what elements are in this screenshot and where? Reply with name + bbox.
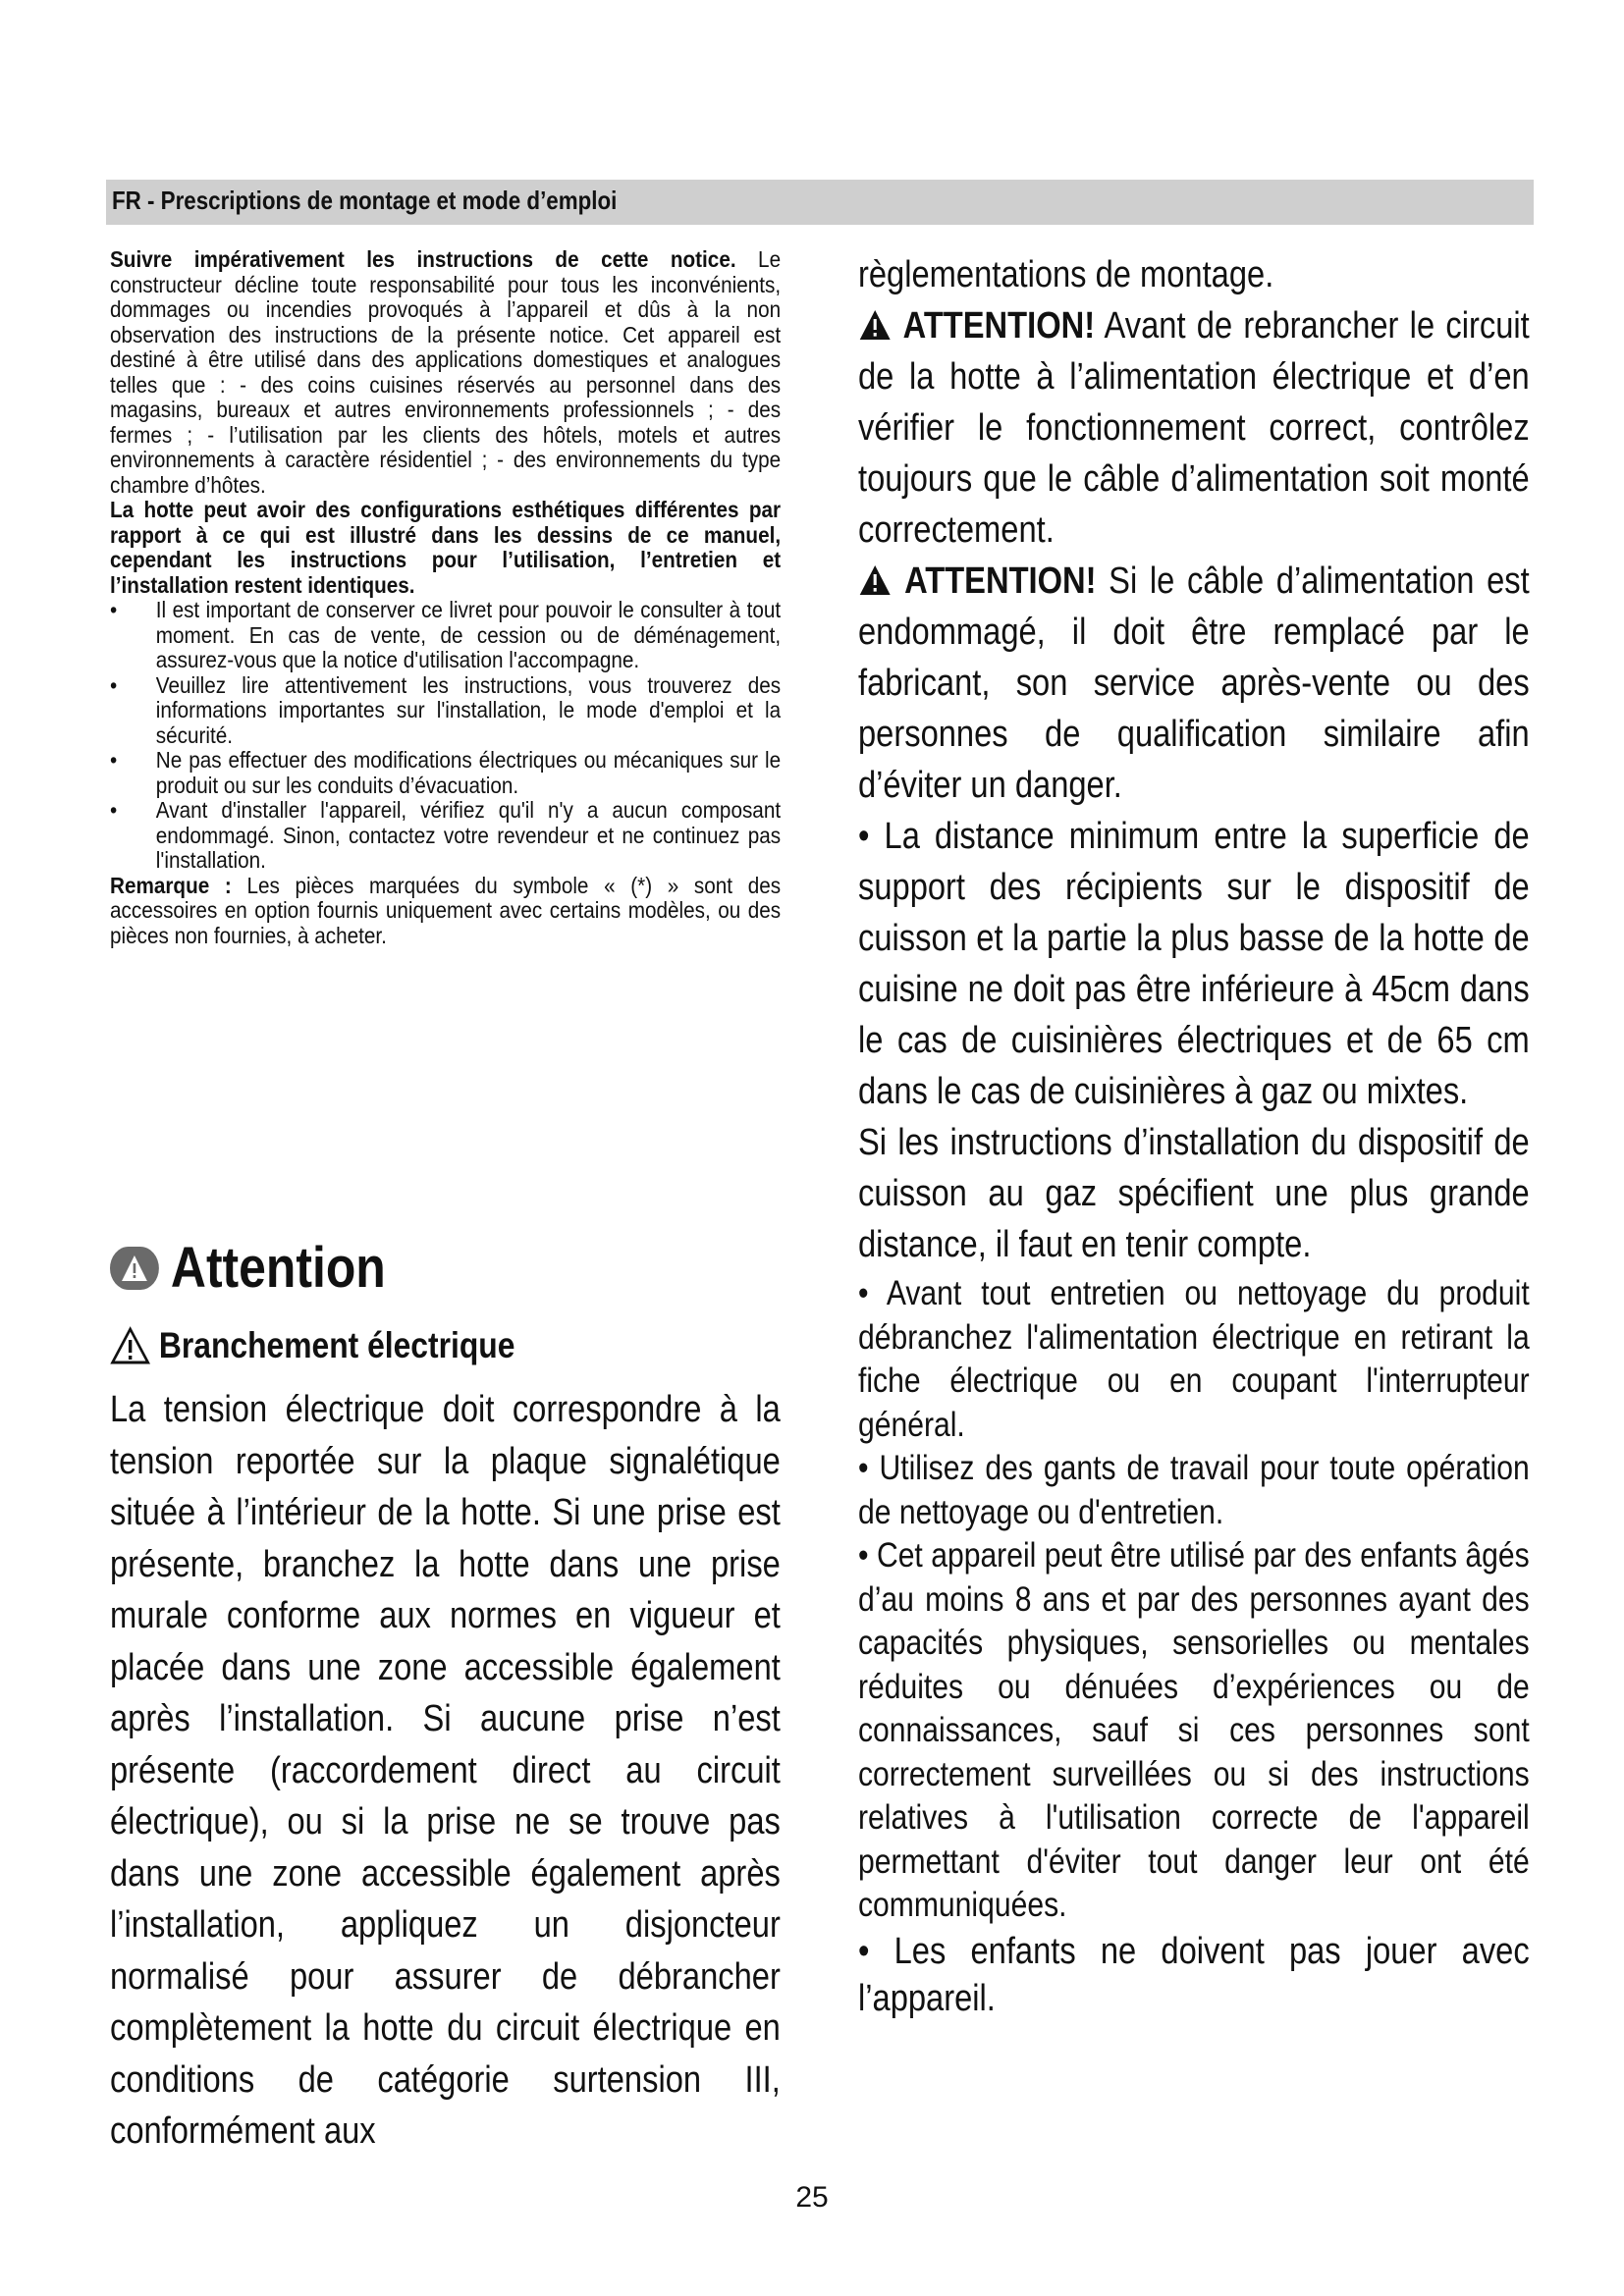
attention-title: Attention bbox=[170, 1236, 386, 1300]
children-play-paragraph: • Les enfants ne doivent pas jouer avec l’appareil. bbox=[858, 1930, 1530, 2019]
maintenance-paragraph: • Avant tout entretien ou nettoyage du produit débranchez l'alimentation électrique en retirant la fiche électrique ou en coupant l'interrupteur général. bbox=[858, 1274, 1530, 1444]
warning-cable bbox=[858, 556, 1530, 811]
remark-text: Les pièces marquées du symbole « (*) » sont des accessoires en option fournis uniquement avec certains modèles, ou des pièces non fournies, à acheter. bbox=[110, 872, 782, 948]
warning-triangle-icon bbox=[858, 563, 892, 597]
warning-text: Avant de rebrancher le circuit de la hotte à l’alimentation électrique et d’en vérifier le fonctionnement correct, contrôlez toujours que le câble d’alimentation soit monté correctement. bbox=[858, 305, 1530, 551]
gloves-paragraph: • Utilisez des gants de travail pour toute opération de nettoyage ou d'entretien. bbox=[858, 1449, 1530, 1531]
list-item: • Ne pas effectuer des modifications électriques ou mécaniques sur le produit ou sur les conduits d’évacuation. bbox=[110, 748, 781, 798]
section-header-bar bbox=[106, 180, 1534, 225]
list-item: • Veuillez lire attentivement les instructions, vous trouverez des informations importantes sur l'installation, le mode d'emploi et la sécurité. bbox=[110, 673, 781, 749]
warning-triangle-icon bbox=[858, 308, 892, 342]
right-column bbox=[858, 249, 1530, 2022]
warning-reconnect bbox=[858, 300, 1530, 556]
remark-label: Remarque : bbox=[110, 872, 232, 898]
gas-distance-paragraph: Si les instructions d’installation du dispositif de cuisson au gaz spécifient une plus grande distance, il faut en tenir compte. bbox=[858, 1122, 1530, 1265]
electrical-heading bbox=[110, 1325, 514, 1366]
warning-triangle-icon bbox=[110, 1326, 150, 1365]
distance-paragraph: • La distance minimum entre la superficie de support des récipients sur le dispositif de cuisson et la partie la plus basse de la hotte de cuisine ne doit pas être inférieure à 45cm dans le cas de cuisinières électriques et de 65 cm dans le cas de cuisinières à gaz ou mixtes. bbox=[858, 816, 1530, 1112]
list-item: • Avant d'installer l'appareil, vérifiez qu'il n'y a aucun composant endommagé. Sinon, contactez votre revendeur et ne continuez pas l'installation. bbox=[110, 798, 781, 874]
attention-heading bbox=[110, 1235, 386, 1301]
warning-label: ATTENTION! bbox=[904, 561, 1097, 602]
remark-paragraph bbox=[110, 874, 781, 949]
warning-text: Si le câble d’alimentation est endommagé, il doit être remplacé par le fabricant, son service après-vente ou des personnes de qualification similaire afin d’éviter un danger. bbox=[858, 561, 1530, 806]
warning-badge-icon bbox=[110, 1247, 159, 1290]
configuration-note-bold: La hotte peut avoir des configurations esthétiques différentes par rapport à ce qui est illustré dans les dessins de ce manuel, cependant les instructions pour l’utilisation, l’entretien et l’installation restent identiques. bbox=[110, 497, 782, 598]
electrical-text: La tension électrique doit correspondre à la tension reportée sur la plaque signalétique située à l’intérieur de la hotte. Si une prise est présente, branchez la hotte dans une prise murale conforme aux normes en vigueur et placée dans une zone accessible également après l’installation. Si aucune prise n’est présente (raccordement direct au circuit électrique), ou si la prise ne se trouve pas dans une zone accessible également après l’installation, appliquez un disjoncteur normalisé pour assurer de débrancher complètement la hotte du circuit électrique en conditions de catégorie surtension III, conformément aux bbox=[110, 1389, 781, 2152]
electrical-title: Branchement électrique bbox=[158, 1325, 515, 1365]
warning-label: ATTENTION! bbox=[902, 305, 1096, 347]
page-number: 25 bbox=[795, 2181, 829, 2214]
electrical-text-block bbox=[110, 1384, 781, 2158]
intro-block bbox=[110, 247, 781, 948]
left-column bbox=[110, 247, 781, 948]
intro-lead-bold: Suivre impérativement les instructions de cette notice. bbox=[110, 246, 736, 272]
safety-bullet-list bbox=[110, 598, 781, 874]
section-title: FR - Prescriptions de montage et mode d’emploi bbox=[112, 186, 618, 215]
intro-paragraph bbox=[110, 247, 781, 498]
right-medium-block bbox=[858, 1272, 1530, 2022]
montage-continuation: règlementations de montage. bbox=[858, 254, 1274, 295]
children-use-paragraph: • Cet appareil peut être utilisé par des enfants âgés d’au moins 8 ans et par des personnes ayant des capacités physiques, sensorielles ou mentales réduites ou dénuées d’expériences ou de connaissances, sauf si ces personnes sont correctement surveillées ou si des instructions relatives à l'utilisation correcte de l'appareil permettant d'éviter tout danger leur ont été communiquées. bbox=[858, 1536, 1530, 1924]
configuration-note bbox=[110, 498, 781, 598]
list-item: • Il est important de conserver ce livret pour pouvoir le consulter à tout moment. En cas de vente, de cession ou de déménagement, assurez-vous que la notice d'utilisation l'accompagne. bbox=[110, 598, 781, 673]
intro-lead-text: Le constructeur décline toute responsabilité pour tous les inconvénients, dommages ou incendies provoqués à l’appareil et dûs à la non observation des instructions de la présente notice. Cet appareil est destiné à être utilisé dans des applications domestiques et analogues telles que : - des coins cuisines réservés au personnel dans des magasins, bureaux et autres environnements professionnels ; - des fermes ; - l’utilisation par les clients des hôtels, motels et autres environnements à caractère résidentiel ; - des environnements du type chambre d’hôtes. bbox=[110, 246, 782, 498]
right-large-block bbox=[858, 249, 1530, 1270]
